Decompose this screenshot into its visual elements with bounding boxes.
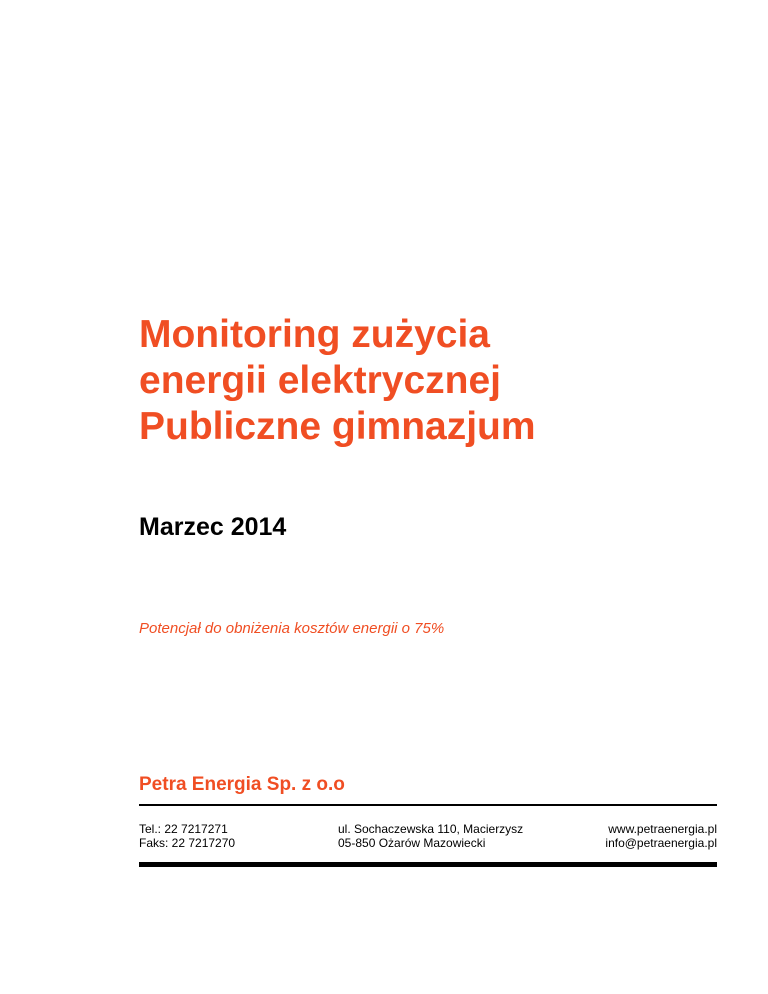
title-line-1: Monitoring zużycia [139, 313, 490, 356]
website-link[interactable]: www.petraenergia.pl [608, 822, 717, 836]
footer-divider-thick [139, 862, 717, 867]
title-line-3: Publiczne gimnazjum [139, 405, 536, 448]
contact-phone-block [139, 822, 235, 850]
footer-divider-thin [139, 804, 717, 806]
address-street: ul. Sochaczewska 110, Macierzysz [338, 822, 524, 836]
fax-number: Faks: 22 7217270 [139, 836, 236, 850]
document-title [139, 312, 536, 450]
contact-address-block [338, 822, 523, 850]
address-city: 05-850 Ożarów Mazowiecki [338, 836, 486, 850]
company-name: Petra Energia Sp. z o.o [139, 774, 345, 795]
phone-number: Tel.: 22 7217271 [139, 822, 228, 836]
contact-web-block [605, 822, 717, 850]
document-date: Marzec 2014 [139, 513, 287, 541]
email-link[interactable]: info@petraenergia.pl [605, 836, 717, 850]
savings-tagline: Potencjał do obniżenia kosztów energii o 75% [139, 620, 445, 637]
title-line-2: energii elektrycznej [139, 359, 502, 402]
